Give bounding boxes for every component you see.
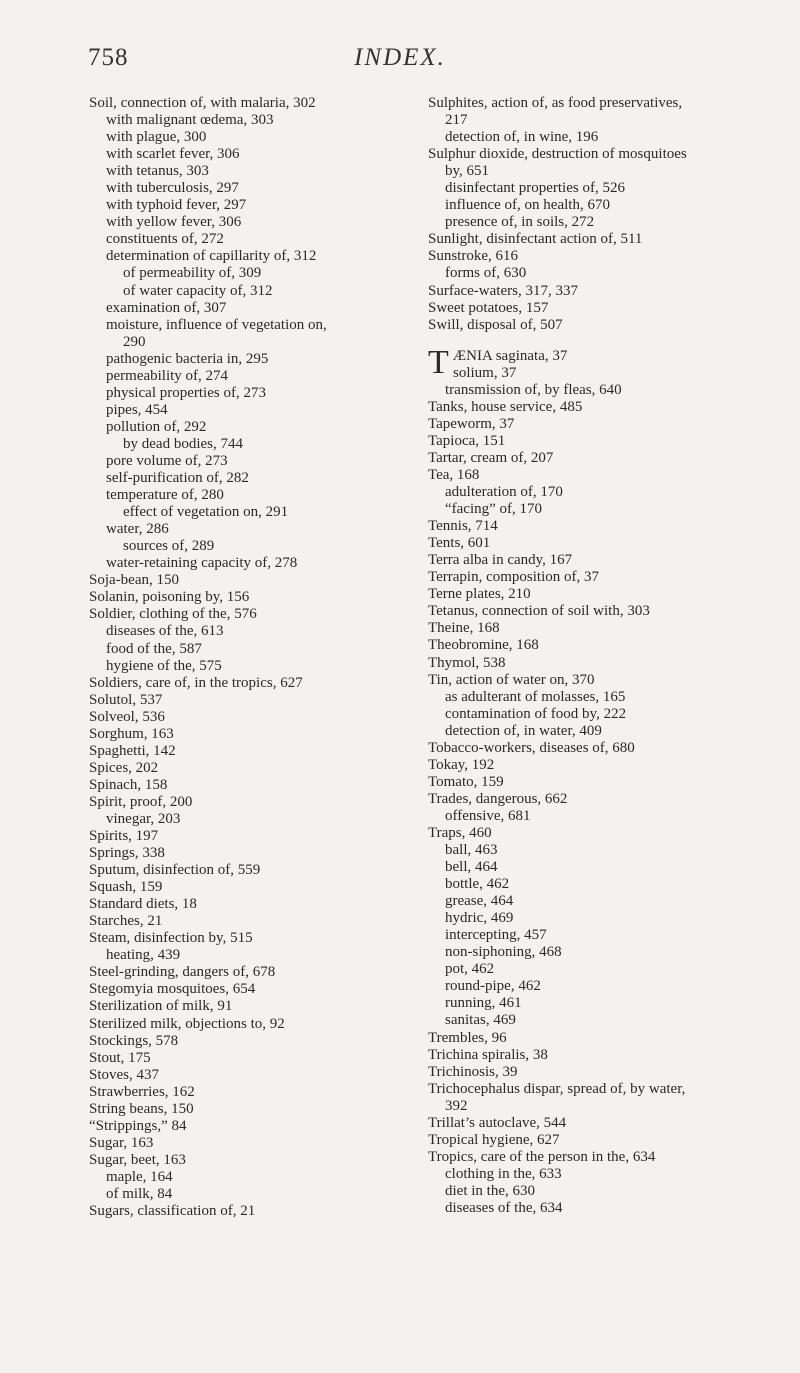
- index-entry: Spaghetti, 142: [89, 742, 176, 759]
- index-entry: Tartar, cream of, 207: [428, 449, 554, 466]
- index-subentry: non-siphoning, 468: [445, 944, 562, 961]
- index-entry: Tokay, 192: [428, 756, 495, 773]
- index-subentry: solium, 37: [453, 364, 517, 381]
- index-entry: Tents, 601: [428, 535, 491, 552]
- index-entry: Sputum, disinfection of, 559: [89, 862, 261, 879]
- index-entry: Terrapin, composition of, 37: [428, 569, 599, 586]
- page-header: [0, 44, 800, 84]
- index-entry: Starches, 21: [89, 913, 163, 930]
- index-subentry: pore volume of, 273: [106, 452, 228, 469]
- index-entry: Sterilized milk, objections to, 92: [89, 1015, 285, 1032]
- index-subentry: food of the, 587: [106, 640, 202, 657]
- index-subentry: grease, 464: [445, 893, 514, 910]
- index-subentry: detection of, in wine, 196: [445, 129, 599, 146]
- index-subentry: permeability of, 274: [106, 367, 229, 384]
- drop-cap: T: [428, 343, 449, 381]
- index-subentry: influence of, on health, 670: [445, 197, 610, 214]
- index-column-right: [428, 95, 773, 1217]
- index-subentry: as adulterant of molasses, 165: [445, 688, 626, 705]
- index-entry: Stoves, 437: [89, 1066, 160, 1083]
- index-entry: Traps, 460: [428, 824, 492, 841]
- index-subentry: forms of, 630: [445, 265, 527, 282]
- index-entry: Sulphites, action of, as food preservatives,: [428, 95, 683, 111]
- index-subentry: intercepting, 457: [445, 927, 547, 944]
- index-subentry: 217: [445, 112, 468, 129]
- index-subentry: detection of, in water, 409: [445, 722, 602, 739]
- index-entry: Sunlight, disinfectant action of, 511: [428, 231, 643, 248]
- index-entry: Soja-bean, 150: [89, 572, 179, 589]
- index-entry: Trichocephalus dispar, spread of, by water,: [428, 1080, 686, 1097]
- running-head: INDEX.: [354, 44, 446, 71]
- index-entry: Terra alba in candy, 167: [428, 552, 573, 569]
- index-subentry: “facing” of, 170: [445, 501, 543, 518]
- index-entry-text: ÆNIA saginata, 37: [452, 347, 568, 364]
- index-subentry: examination of, 307: [106, 299, 227, 316]
- index-subentry: temperature of, 280: [106, 487, 224, 504]
- index-subentry: of permeability of, 309: [123, 265, 262, 282]
- index-entry: Tapioca, 151: [428, 432, 506, 449]
- index-subentry: constituents of, 272: [106, 231, 224, 248]
- index-subentry: disinfectant properties of, 526: [445, 180, 625, 197]
- index-subentry: adulteration of, 170: [445, 484, 563, 501]
- index-subentry: bell, 464: [445, 859, 498, 876]
- index-entry: Sulphur dioxide, destruction of mosquitoes: [428, 146, 687, 163]
- index-entry: Spinach, 158: [89, 776, 168, 793]
- index-entry: Standard diets, 18: [89, 896, 197, 913]
- index-subentry: determination of capillarity of, 312: [106, 248, 317, 265]
- index-subentry: round-pipe, 462: [445, 978, 541, 995]
- index-entry: Tetanus, connection of soil with, 303: [428, 603, 650, 620]
- index-entry: Spirits, 197: [89, 828, 159, 845]
- index-subentry: moisture, influence of vegetation on,: [106, 316, 327, 333]
- index-entry: Theobromine, 168: [428, 637, 539, 654]
- index-entry: Tropical hygiene, 627: [428, 1131, 560, 1148]
- index-entry: Solveol, 536: [89, 708, 165, 725]
- index-entry: “Strippings,” 84: [89, 1117, 187, 1134]
- index-entry: Steam, disinfection by, 515: [89, 930, 253, 947]
- index-subentry: sanitas, 469: [445, 1012, 516, 1029]
- index-entry: Sugar, beet, 163: [89, 1151, 186, 1168]
- index-entry: Squash, 159: [89, 879, 163, 896]
- index-subentry: hydric, 469: [445, 910, 514, 927]
- index-entry: Sterilization of milk, 91: [89, 998, 233, 1015]
- index-subentry: of water capacity of, 312: [123, 282, 273, 299]
- index-entry: Stockings, 578: [89, 1032, 179, 1049]
- index-subentry: pathogenic bacteria in, 295: [106, 350, 269, 367]
- index-entry: Sorghum, 163: [89, 725, 174, 742]
- index-subentry: sources of, 289: [123, 538, 215, 555]
- index-entry: String beans, 150: [89, 1100, 194, 1117]
- index-entry: Tomato, 159: [428, 773, 504, 790]
- index-subentry: with yellow fever, 306: [106, 214, 242, 231]
- index-subentry: pollution of, 292: [106, 418, 207, 435]
- index-entry: Soldier, clothing of the, 576: [89, 606, 257, 623]
- index-subentry: diet in the, 630: [445, 1182, 535, 1199]
- index-subentry: with plague, 300: [106, 129, 207, 146]
- index-subentry: transmission of, by fleas, 640: [445, 381, 622, 398]
- index-subentry: pot, 462: [445, 961, 495, 978]
- index-subentry: diseases of the, 613: [106, 623, 224, 640]
- index-entry: Tin, action of water on, 370: [428, 671, 595, 688]
- index-entry: Tropics, care of the person in the, 634: [428, 1148, 656, 1165]
- index-subentry: with tuberculosis, 297: [106, 180, 239, 197]
- index-entry: Springs, 338: [89, 845, 165, 862]
- index-entry: Terne plates, 210: [428, 586, 531, 603]
- index-entry: Sugars, classification of, 21: [89, 1203, 256, 1220]
- index-entry: Trichinosis, 39: [428, 1063, 518, 1080]
- index-entry: Sunstroke, 616: [428, 248, 518, 265]
- index-entry: Soil, connection of, with malaria, 302: [89, 95, 316, 111]
- index-entry: Theine, 168: [428, 620, 500, 637]
- index-subentry: maple, 164: [106, 1168, 173, 1185]
- index-entry: Strawberries, 162: [89, 1083, 195, 1100]
- index-subentry: ball, 463: [445, 842, 498, 859]
- index-entry: Tea, 168: [428, 466, 480, 483]
- index-subentry: running, 461: [445, 995, 522, 1012]
- index-entry: Trillat’s autoclave, 544: [428, 1114, 567, 1131]
- index-subentry: 392: [445, 1097, 468, 1114]
- index-subentry: with malignant œdema, 303: [106, 112, 274, 129]
- index-subentry: with tetanus, 303: [106, 163, 209, 180]
- index-entry: Spices, 202: [89, 759, 159, 776]
- index-subentry: by dead bodies, 744: [123, 435, 243, 452]
- index-entry: Trichina spiralis, 38: [428, 1046, 548, 1063]
- index-entry: Trades, dangerous, 662: [428, 790, 568, 807]
- index-subentry: vinegar, 203: [106, 810, 181, 827]
- index-entry: Swill, disposal of, 507: [428, 316, 563, 333]
- index-entry: Trembles, 96: [428, 1029, 507, 1046]
- page-number: 758: [88, 44, 129, 71]
- index-subentry: heating, 439: [106, 947, 181, 964]
- index-entry: Solanin, poisoning by, 156: [89, 589, 250, 606]
- index-subentry: by, 651: [445, 163, 490, 180]
- index-subentry: bottle, 462: [445, 876, 510, 893]
- index-entry: Tanks, house service, 485: [428, 398, 583, 415]
- index-subentry: diseases of the, 634: [445, 1200, 563, 1216]
- index-entry: Tobacco-workers, diseases of, 680: [428, 739, 635, 756]
- index-column-left: [89, 95, 414, 1220]
- index-subentry: 290: [123, 333, 146, 350]
- index-entry: Sweet potatoes, 157: [428, 299, 549, 316]
- index-subentry: clothing in the, 633: [445, 1165, 562, 1182]
- index-entry: Thymol, 538: [428, 654, 506, 671]
- index-entry: Sugar, 163: [89, 1134, 154, 1151]
- index-subentry: with scarlet fever, 306: [106, 146, 240, 163]
- index-subentry: effect of vegetation on, 291: [123, 504, 289, 521]
- index-subentry: water-retaining capacity of, 278: [106, 555, 298, 572]
- index-subentry: contamination of food by, 222: [445, 705, 627, 722]
- index-entry: Soldiers, care of, in the tropics, 627: [89, 674, 303, 691]
- index-subentry: with typhoid fever, 297: [106, 197, 247, 214]
- index-subentry: pipes, 454: [106, 401, 168, 418]
- index-subentry: self-purification of, 282: [106, 470, 249, 487]
- index-entry: Spirit, proof, 200: [89, 793, 193, 810]
- index-entry: Stegomyia mosquitoes, 654: [89, 981, 256, 998]
- index-entry: Surface-waters, 317, 337: [428, 282, 578, 299]
- index-subentry: of milk, 84: [106, 1186, 173, 1202]
- index-subentry: offensive, 681: [445, 807, 531, 824]
- index-subentry: physical properties of, 273: [106, 384, 266, 401]
- index-entry: Solutol, 537: [89, 691, 163, 708]
- index-subentry: hygiene of the, 575: [106, 657, 222, 674]
- index-subentry: water, 286: [106, 521, 169, 538]
- index-entry: Tennis, 714: [428, 518, 498, 535]
- index-entry: Tapeworm, 37: [428, 415, 515, 432]
- index-subentry: presence of, in soils, 272: [445, 214, 595, 231]
- index-entry: Stout, 175: [89, 1049, 151, 1066]
- index-entry: Steel-grinding, dangers of, 678: [89, 964, 276, 981]
